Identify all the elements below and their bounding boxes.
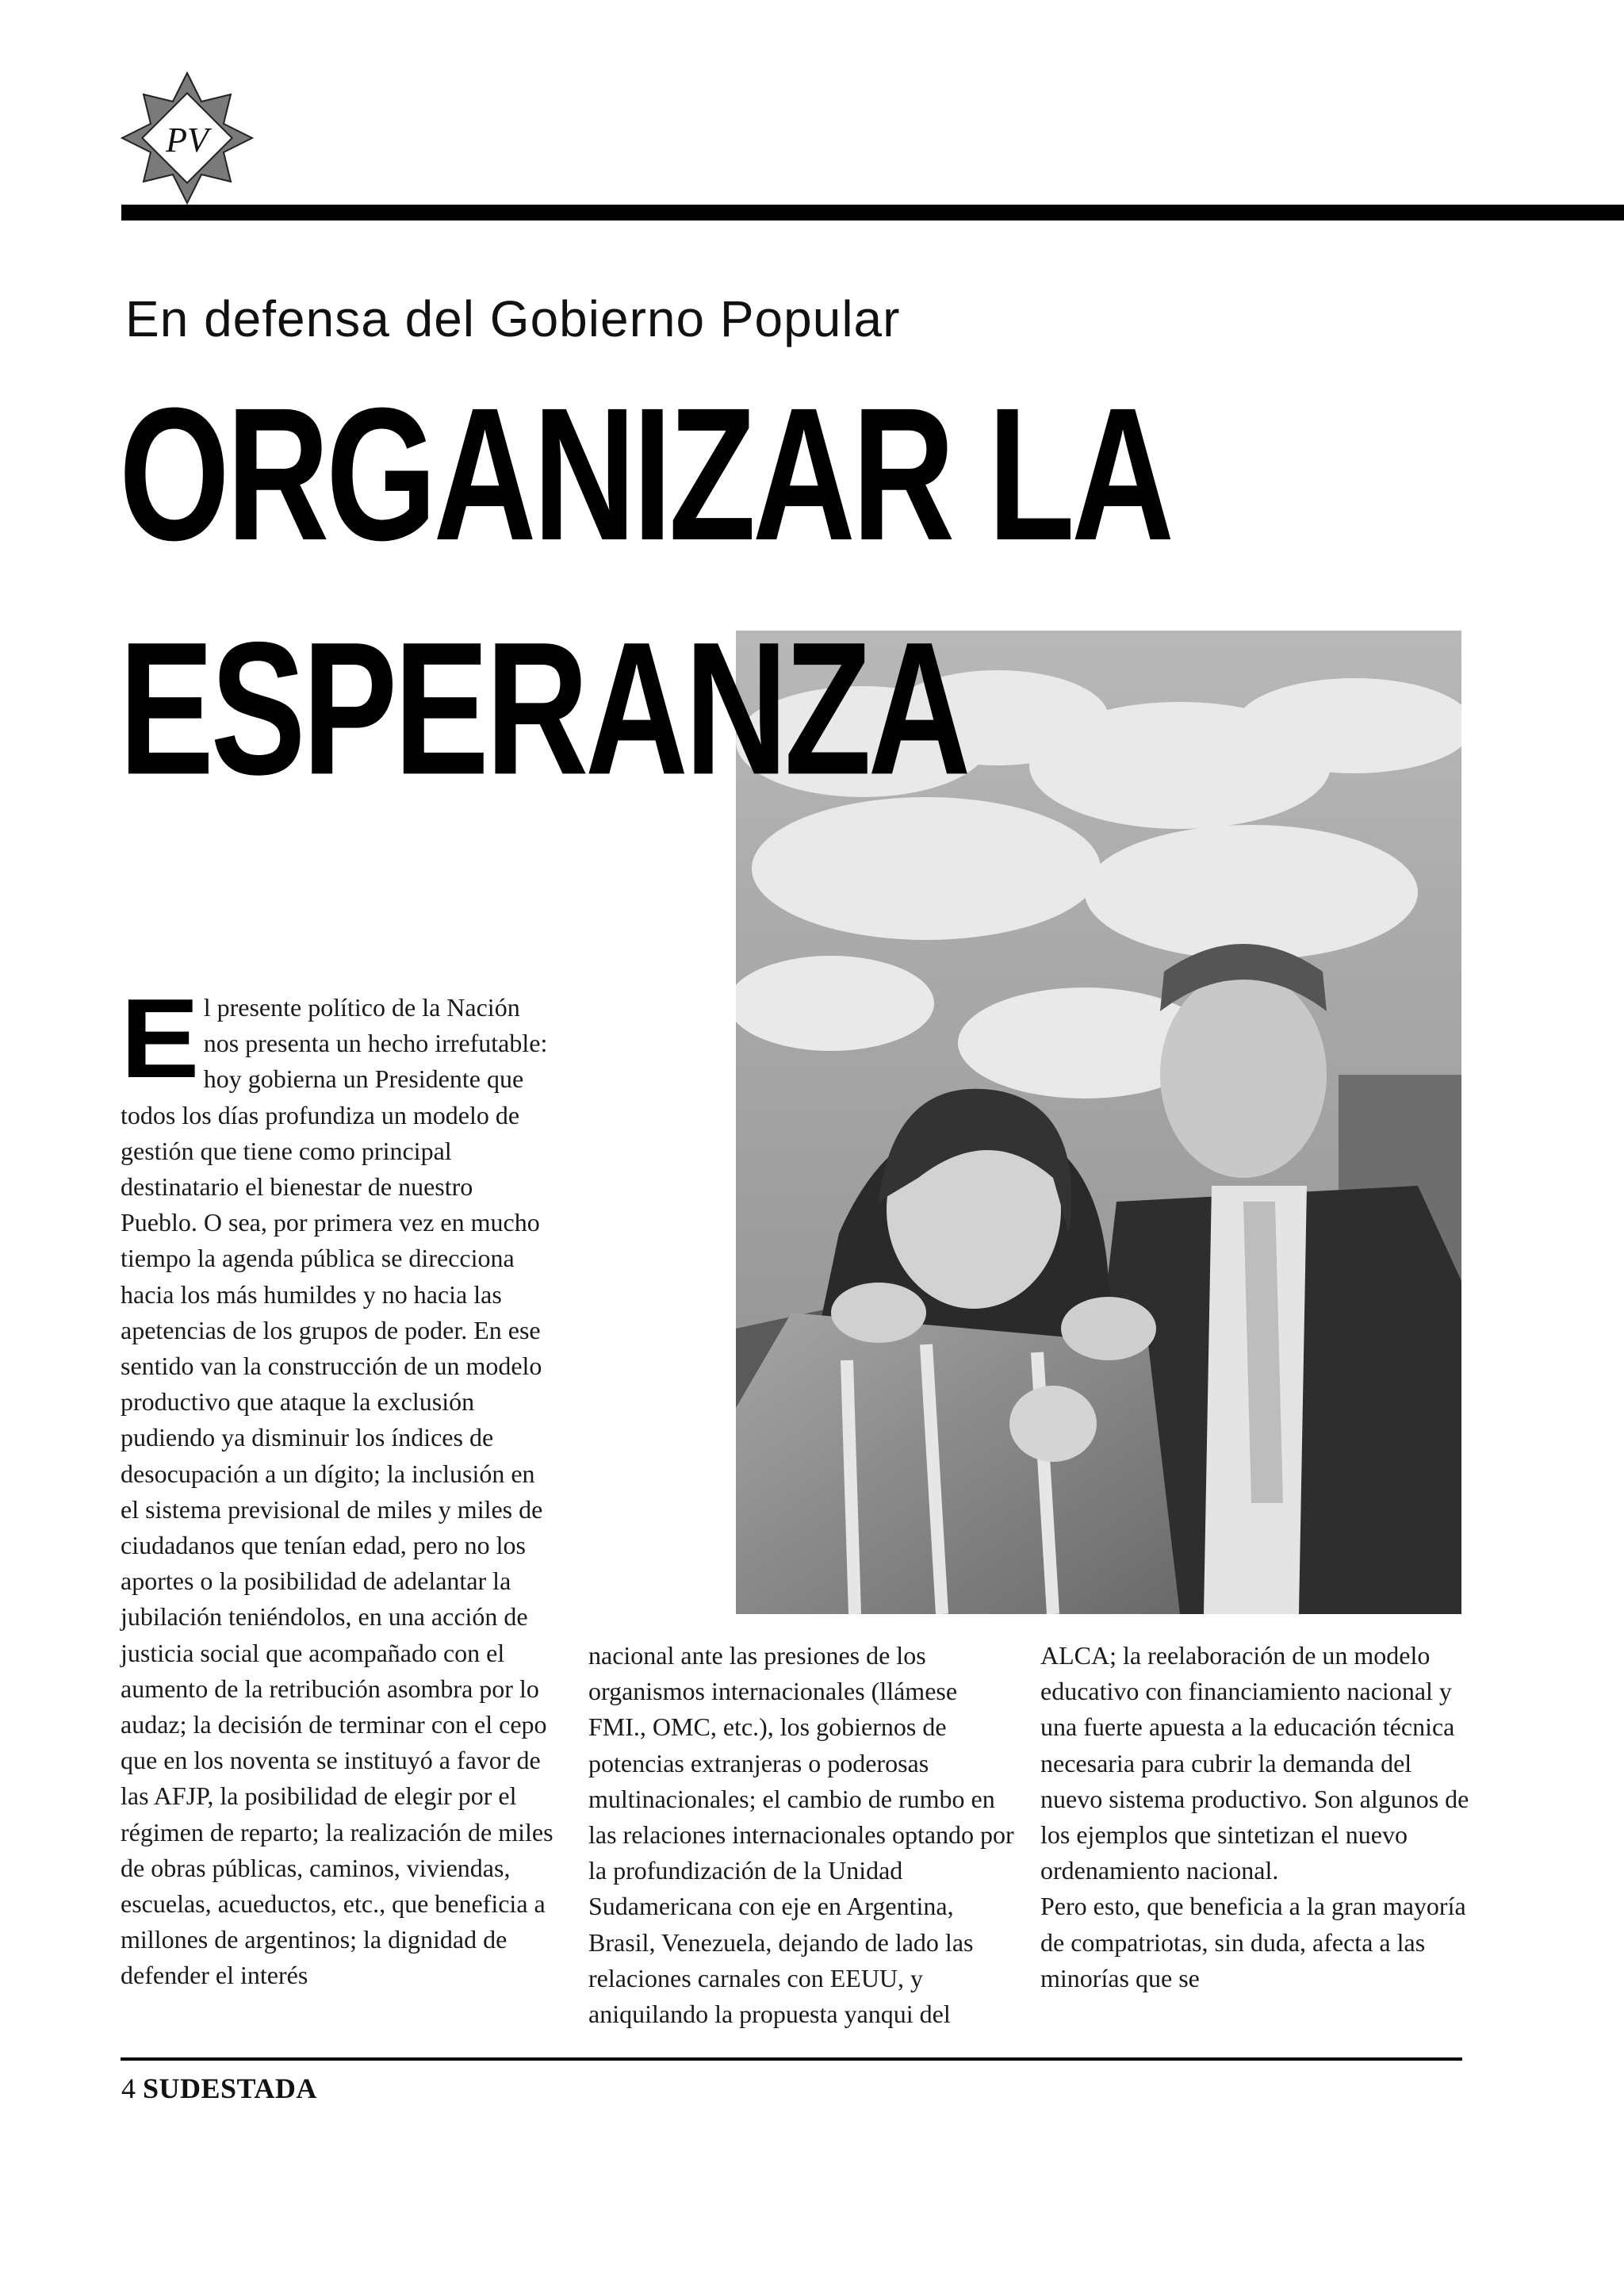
article-kicker: En defensa del Gobierno Popular — [125, 290, 901, 347]
drop-cap: E — [121, 976, 200, 1102]
headline-line-1: ORGANIZAR LA — [119, 368, 1171, 581]
logo-letters: PV — [166, 121, 209, 159]
page-footer — [121, 2072, 317, 2105]
article-paragraph-3: ALCA; la reelaboración de un modelo educativo con financiamiento nacional y una fuerte apuesta a la educación técnica necesaria para cubrir la demanda del nuevo sistema productivo. Son algunos de los ejemplos que sintetizan el nuevo ordenamiento nacional. — [1040, 1641, 1469, 1885]
top-rule — [121, 205, 1624, 220]
paragraph-1-text: l presente político de la Nación nos presenta un hecho irrefutable: hoy gobierna un Presidente que todos los días profundiza un modelo de gestión que tiene como principal destinatario el bienestar de nuestro Pueblo. O sea, por primera vez en mucho tiempo la agenda pública se direcciona hacia los más humildes y no hacia las apetencias de los grupos de poder. En ese sentido van la construcción de un modelo productivo que ataque la exclusión pudiendo ya disminuir los índices de desocupación a un dígito; la inclusión en el sistema previsional de miles y miles de ciudadanos que tenían edad, pero no los aportes o la posibilidad de adelantar la jubilación teniéndolos, en una acción de justicia social que acompañado con el aumento de la retribución asombra por lo audaz; la decisión de terminar con el cepo que en los noventa se instituyó a favor de las AFJP, la posibilidad de elegir por el régimen de reparto; la realización de miles de obras públicas, caminos, viviendas, escuelas, acueductos, etc., que beneficia a millones de argentinos; la dignidad de defender el interés — [121, 993, 553, 1990]
article-column-1 — [121, 976, 555, 1994]
article-paragraph-1 — [121, 976, 555, 1994]
article-headline — [119, 357, 1171, 826]
article-paragraph-2: nacional ante las presiones de los organismos internacionales (llámese FMI., OMC, etc.), los gobiernos de potencias extranjeras o poderosas multinacionales; el cambio de rumbo en las relaciones internacionales optando por la profundización de la Unidad Sudamericana con eje en Argentina, Brasil, Venezuela, dejando de lado las relaciones carnales con EEUU, y aniquilando la propuesta yanqui del — [588, 1641, 1014, 2029]
bottom-rule — [121, 2057, 1462, 2061]
article-column-3 — [1040, 1638, 1473, 1996]
headline-line-2: ESPERANZA — [119, 602, 968, 815]
article-column-2 — [588, 1638, 1021, 2032]
article-paragraph-4: Pero esto, que beneficia a la gran mayoría de compatriotas, sin duda, afecta a las minorías que se — [1040, 1892, 1466, 1992]
publication-name: SUDESTADA — [143, 2073, 317, 2104]
publication-logo — [119, 70, 255, 206]
page-number: 4 — [121, 2073, 136, 2104]
